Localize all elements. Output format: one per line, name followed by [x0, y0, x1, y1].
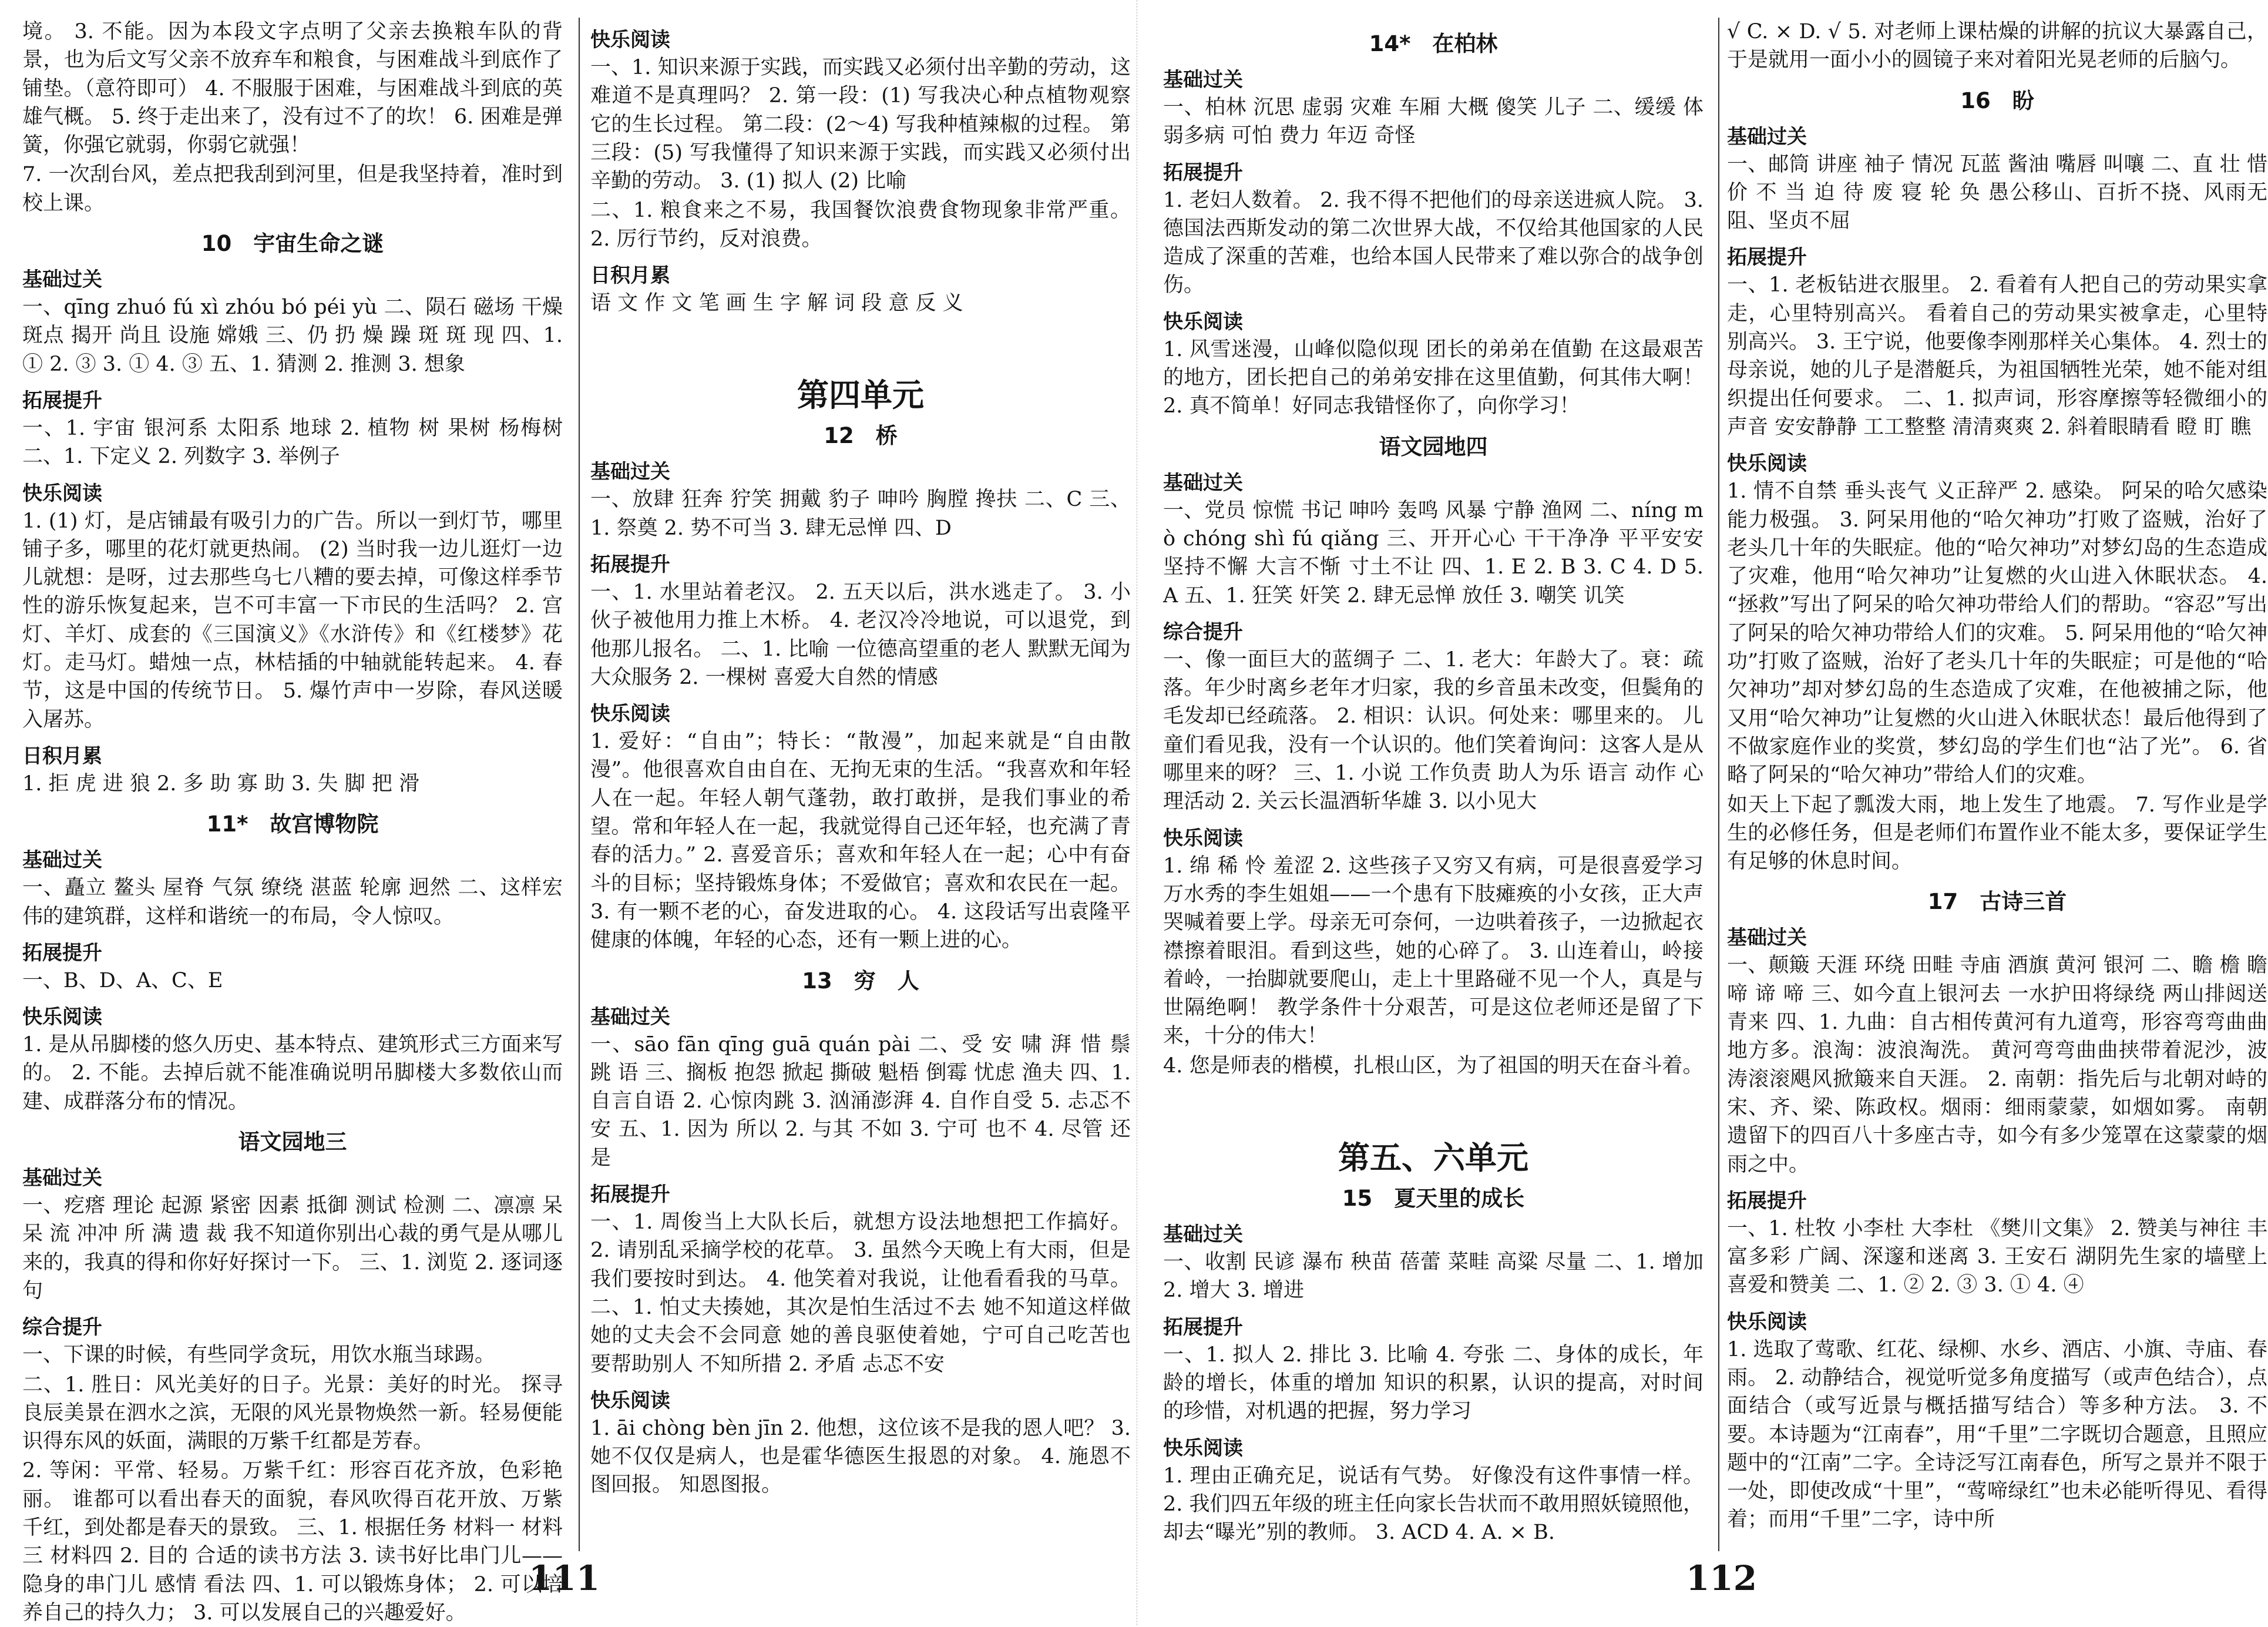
answer-paragraph: 1. (1) 灯，是店铺最有吸引力的广告。所以一到灯节，哪里铺子多，哪里的花灯就更热闹。 (2) 当时我一边儿逛灯一边儿就想：是呀，过去那些乌七八糟的要去掉，可像这样季节性的游乐恢复起来，岂不可丰富一下市民的生活吗？ 2. 宫灯、羊灯、成套的《三国演义》《水浒传》和《红楼梦》花灯。走马灯。蜡烛一点，林桔插的中轴就能转起来。 4. 春节，这是中国的传统节日。 5. 爆竹声中一岁除，春风送暖入屠苏。 — [22, 509, 563, 732]
section-label: 拓展提升 — [1727, 246, 1807, 270]
section-label: 快乐阅读 — [590, 702, 670, 726]
section-label: 基础过关 — [22, 1166, 102, 1190]
answer-paragraph: 1. 拒 虎 进 狼 2. 多 助 寡 助 3. 失 脚 把 滑 — [22, 771, 419, 796]
answer-paragraph: 4. 您是师表的楷模，扎根山区，为了祖国的明天在奋斗着。 — [1163, 1054, 1703, 1078]
answer-paragraph: 一、sāo fān qīng guā quán pài 二、受 安 啸 湃 惜 鬃 跳 语 三、搁板 抱怨 掀起 撕破 魁梧 倒霉 忧虑 渔夫 四、1. 自言自语 2. 心惊肉跳 3. 汹涌澎湃 4. 自作自受 5. 忐忑不安 五、1. 因为 所以 2. 与其 不如 3. 宁可 也不 4. 尽管 还是 — [590, 1032, 1131, 1170]
answer-paragraph: 二、1. 胜日：风光美好的日子。光景：美好的时光。 探寻良辰美景在泗水之滨，无限的风光景物焕然一新。轻易便能识得东风的妖面，满眼的万紫千红都是芳春。 — [22, 1373, 563, 1454]
answer-paragraph: 一、1. 周俊当上大队长后，就想方设法地想把工作搞好。 2. 请别乱采摘学校的花草。 3. 虽然今天晚上有大雨，但是我们要按时到达。 4. 他笑着对我说，让他看看我的马草。 二、1. 怕丈夫揍她，其次是怕生活过不去 她不知道这样做她的丈夫会不会同意 她的善良驱使着她，宁可自己吃苦也要帮助别人 不知所措 2. 矛盾 忐忑不安 — [590, 1210, 1131, 1376]
lesson-title: 语文园地三 — [238, 1129, 347, 1155]
section-label: 拓展提升 — [1727, 1189, 1807, 1213]
answer-column-3 — [1163, 18, 1703, 1563]
section-label: 快乐阅读 — [1727, 1310, 1807, 1334]
lesson-title: 11* 故宫博物院 — [206, 811, 379, 837]
answer-paragraph: 1. 老妇人数着。 2. 我不得不把他们的母亲送进疯人院。 3. 德国法西斯发动的第二次世界大战，不仅给其他国家的人民造成了深重的苦难，也给本国人民带来了难以弥合的战争创伤。 — [1163, 188, 1703, 297]
answer-column-2 — [590, 18, 1131, 1563]
section-label: 拓展提升 — [22, 388, 102, 412]
section-label: 拓展提升 — [1163, 160, 1243, 184]
section-label: 拓展提升 — [22, 941, 102, 965]
section-label: 快乐阅读 — [1163, 310, 1243, 334]
section-label: 日积月累 — [22, 744, 102, 768]
answer-paragraph: 7. 一次刮台风，差点把我刮到河里，但是我坚持着，准时到校上课。 — [22, 163, 563, 215]
answer-paragraph: 一、1. 宇宙 银河系 太阳系 地球 2. 植物 树 果树 杨梅树 二、1. 下定义 2. 列数字 3. 举例子 — [22, 416, 563, 469]
answer-paragraph: 一、1. 水里站着老汉。 2. 五天以后，洪水逃走了。 3. 小伙子被他用力推上木桥。 4. 老汉冷冷地说，可以退党，到他那儿报名。 二、1. 比喻 一位德高望重的老人 默默无闻为大众服务 2. 一棵树 喜爱大自然的情感 — [590, 580, 1131, 689]
section-label: 快乐阅读 — [1727, 452, 1807, 476]
answer-paragraph: 一、放肆 狂奔 狞笑 拥戴 豹子 呻吟 胸膛 搀扶 二、C 三、1. 祭奠 2. 势不可当 3. 肆无忌惮 四、D — [590, 488, 1131, 540]
lesson-title: 12 桥 — [824, 423, 898, 449]
page-number-right: 112 — [1686, 1558, 1758, 1598]
answer-paragraph: 1. 风雪迷漫，山峰似隐似现 团长的弟弟在值勤 在这最艰苦的地方，团长把自己的弟弟安排在这里值勤，何其伟大啊！ 2. 真不简单！好同志我错怪你了，向你学习！ — [1163, 337, 1703, 418]
answer-paragraph: 一、1. 知识来源于实践，而实践又必须付出辛勤的劳动，这难道不是真理吗？ 2. 第一段：(1) 写我决心种点植物观察它的生长过程。 第二段：(2～4) 写我种植辣椒的过程。 第三段：(5) 写我懂得了知识来源于实践，而实践又必须付出辛勤的劳动。 3. (1) 拟人 (2) 比喻 — [590, 56, 1131, 193]
unit-heading: 第五、六单元 — [1338, 1139, 1528, 1177]
answer-paragraph: 语 文 作 文 笔 画 生 字 解 词 段 意 反 义 — [590, 291, 963, 316]
answer-column-4 — [1727, 18, 2267, 1563]
lesson-title: 17 古诗三首 — [1927, 889, 2067, 915]
section-label: 拓展提升 — [590, 1183, 670, 1207]
answer-paragraph: 境。 3. 不能。因为本段文字点明了父亲去换粮车队的背景，也为后文写父亲不放弃车和粮食，与困难战斗到底作了铺垫。（意符即可） 4. 不服服于困难，与困难战斗到底的英雄气概。 5. 终于走出来了，没有过不了的坎！ 6. 困难是弹簧，你强它就弱，你弱它就强！ — [22, 20, 563, 157]
answer-paragraph: 一、像一面巨大的蓝绸子 二、1. 老大：年龄大了。衰：疏落。年少时离乡老年才归家，我的乡音虽未改变，但鬓角的毛发却已经疏落。 2. 相识：认识。何处来：哪里来的。 儿童们看见我，没有一个认识的。他们笑着询问：这客人是从哪里来的呀？ 三、1. 小说 工作负责 助人为乐 语言 动作 心理活动 2. 关云长温酒斩华雄 3. 以小见大 — [1163, 648, 1703, 814]
answer-paragraph: 1. 情不自禁 垂头丧气 义正辞严 2. 感染。 阿呆的哈欠感染能力极强。 3. 阿呆用他的“哈欠神功”打败了盗贼，治好了老头几十年的失眠症。他的“哈欠神功”对梦幻岛的生态造成了灾难，他用“哈欠神功”让复燃的火山进入休眠状态。 4. “拯救”写出了阿呆的哈欠神功带给人们的帮助。“容忍”写出了阿呆的哈欠神功带给人们的灾难。 5. 阿呆用他的“哈欠神功”打败了盗贼，治好了老头几十年的失眠症；可是他的“哈欠神功”却对梦幻岛的生态造成了灾难，在他被捕之际，他又用“哈欠神功”让复燃的火山进入休眠状态！最后他得到了不做家庭作业的奖赏，梦幻岛的学生们也“沾了光”。 6. 省略了阿呆的“哈欠神功”带给人们的灾难。 — [1727, 479, 2267, 787]
section-label: 快乐阅读 — [22, 1005, 102, 1029]
section-label: 快乐阅读 — [1163, 1436, 1243, 1460]
section-label: 基础过关 — [590, 460, 670, 484]
answer-paragraph: 一、颠簸 天涯 环绕 田畦 寺庙 酒旗 黄河 银河 二、瞻 檐 瞻 啼 谛 啼 三、如今直上银河去 一水护田将绿绕 两山排闼送青来 四、1. 九曲：自古相传黄河有九道弯，形容弯弯曲曲地方多。浪淘：波浪淘洗。 黄河弯弯曲曲挟带着泥沙，波涛滚滚飓风掀簸来自天涯。 2. 南朝：指先后与北朝对峙的宋、齐、梁、陈政权。烟雨：细雨蒙蒙，如烟如雾。 南朝遗留下的四百八十多座古寺，如今有多少笼罩在这蒙蒙的烟雨之中。 — [1727, 954, 2267, 1176]
answer-paragraph: 1. 是从吊脚楼的悠久历史、基本特点、建筑形式三方面来写的。 2. 不能。去掉后就不能准确说明吊脚楼大多数依山而建、成群落分布的情况。 — [22, 1033, 563, 1113]
section-label: 综合提升 — [22, 1316, 102, 1340]
answer-paragraph: 一、矗立 鳌头 屋脊 气氛 缭绕 湛蓝 轮廓 迥然 二、这样宏伟的建筑群，这样和谐统一的布局，令人惊叹。 — [22, 876, 563, 928]
answer-paragraph: 一、1. 老板钻进衣服里。 2. 看着有人把自己的劳动果实拿走，心里特别高兴。 看着自己的劳动果实被拿走，心里特别高兴。 3. 王宁说，他要像李刚那样关心集体。 4. 烈士的母亲说，她的儿子是潜艇兵，为祖国牺牲光荣，她不能对组织提出任何要求。 二、1. 拟声词，形容摩擦等轻微细小的声音 安安静静 工工整整 清清爽爽 2. 斜着眼睛看 瞪 盯 瞧 — [1727, 273, 2267, 439]
answer-paragraph: 如天上下起了瓢泼大雨，地上发生了地震。 7. 写作业是学生的必修任务，但是老师们布置作业不能太多，要保证学生有足够的休息时间。 — [1727, 793, 2267, 874]
answer-column-1 — [22, 18, 563, 1625]
section-label: 拓展提升 — [590, 552, 670, 576]
answer-paragraph: 一、党员 惊慌 书记 呻吟 轰鸣 风暴 宁静 渔网 二、níng mò chóng shì fú qiǎng 三、开开心心 干干净净 平平安安 坚持不懈 大言不惭 寸土不让 四、1. E 2. B 3. C 4. D 5. A 五、1. 狂笑 奸笑 2. 肆无忌惮 放任 3. 嘲笑 讥笑 — [1163, 498, 1703, 608]
lesson-title: 14* 在柏林 — [1369, 31, 1498, 56]
lesson-title: 13 穷 人 — [802, 968, 919, 994]
column-divider — [1718, 18, 1719, 1551]
section-label: 基础过关 — [1727, 926, 1807, 950]
section-label: 日积月累 — [590, 264, 670, 288]
section-label: 综合提升 — [1163, 620, 1243, 644]
section-label: 基础过关 — [22, 848, 102, 873]
answer-paragraph: 一、1. 拟人 2. 排比 3. 比喻 4. 夸张 二、身体的成长，年龄的增长，体重的增加 知识的积累，认识的提高，对时间的珍惜，对机遇的把握，努力学习 — [1163, 1343, 1703, 1424]
section-label: 基础过关 — [1727, 125, 1807, 149]
section-label: 快乐阅读 — [590, 1388, 670, 1413]
answer-paragraph: 一、邮筒 讲座 袖子 情况 瓦蓝 酱油 嘴唇 叫嚷 二、直 壮 惜 价 不 当 迫 待 废 寝 轮 奂 愚公移山、百折不挠、风雨无阻、坚贞不屈 — [1727, 152, 2267, 233]
answer-paragraph: 一、B、D、A、C、E — [22, 968, 223, 992]
section-label: 基础过关 — [1163, 1223, 1243, 1247]
section-label: 拓展提升 — [1163, 1315, 1243, 1339]
answer-paragraph: 1. 理由正确充足，说话有气势。 好像没有这件事情一样。 2. 我们四五年级的班主任向家长告状而不敢用照妖镜照他，却去“曝光”别的教师。 3. ACD 4. A. × B. — [1163, 1464, 1703, 1545]
answer-paragraph: 一、qīng zhuó fú xì zhóu bó péi yù 二、陨石 磁场 干燥 斑点 揭开 尚且 设施 嫦娥 三、仍 扔 燥 躁 斑 斑 现 四、1. ① 2. ③ 3. ① 4. ③ 五、1. 猜测 2. 推测 3. 想象 — [22, 296, 563, 376]
section-label: 基础过关 — [1163, 471, 1243, 495]
answer-paragraph: 二、1. 粮食来之不易，我国餐饮浪费食物现象非常严重。 2. 厉行节约，反对浪费。 — [590, 199, 1131, 251]
section-label: 快乐阅读 — [590, 28, 670, 52]
answer-paragraph: 1. 爱好：“自由”；特长：“散漫”，加起来就是“自由散漫”。他很喜欢自由自在、无拘无束的生活。“我喜欢和年轻人在一起。年轻人朝气蓬勃，敢打敢拼，是我们事业的希望。常和年轻人在一起，我就觉得自己还年轻，也充满了青春的活力。” 2. 喜爱音乐；喜欢和年轻人在一起；心中有奋斗的目标；坚持锻炼身体；不爱做官；喜欢和农民在一起。 3. 有一颗不老的心，奋发进取的心。 4. 这段话写出袁隆平健康的体魄，年轻的心态，还有一颗上进的心。 — [590, 730, 1131, 952]
lesson-title: 10 宇宙生命之谜 — [201, 231, 384, 257]
section-label: 快乐阅读 — [22, 481, 102, 505]
lesson-title: 16 盼 — [1960, 88, 2034, 113]
page-number-left: 111 — [529, 1558, 600, 1598]
section-label: 基础过关 — [590, 1005, 670, 1029]
section-label: 快乐阅读 — [1163, 826, 1243, 850]
answer-paragraph: 一、疙瘩 理论 起源 紧密 因素 抵御 测试 检测 二、凛凛 呆 呆 流 冲冲 所 满 遗 裁 我不知道你别出心裁的勇气是从哪儿来的，我真的得和你好好探讨一下。 三、1. 浏览 2. 逐词逐句 — [22, 1194, 563, 1303]
answer-paragraph: 1. 选取了莺歌、红花、绿柳、水乡、酒店、小旗、寺庙、春雨。 2. 动静结合，视觉听觉多角度描写（或声色结合），点面结合（或写近景与概括描写结合）等多种方法。 3. 不要。本诗题为“江南春”，用“千里”二字既切合题意，且照应题中的“江南”二字。全诗泛写江南春色，所写之景并不限于一处，即使改成“十里”，“莺啼绿红”也未必能听得见、看得着；而用“千里”二字，诗中所 — [1727, 1337, 2267, 1532]
lesson-title: 15 夏天里的成长 — [1342, 1186, 1525, 1212]
section-label: 基础过关 — [22, 268, 102, 292]
answer-paragraph: 一、下课的时候，有些同学贪玩，用饮水瓶当球踢。 — [22, 1343, 496, 1367]
answer-paragraph: 一、收割 民谚 瀑布 秧苗 蓓蕾 菜畦 高粱 尽量 二、1. 增加 2. 增大 3. 增进 — [1163, 1250, 1703, 1303]
answer-paragraph: √ C. × D. √ 5. 对老师上课枯燥的讲解的抗议大暴露自己，于是就用一面小小的圆镜子来对着阳光晃老师的后脑勺。 — [1727, 20, 2267, 72]
lesson-title: 语文园地四 — [1379, 434, 1488, 459]
answer-paragraph: 2. 等闲：平常、轻易。万紫千红：形容百花齐放，色彩艳丽。 谁都可以看出春天的面貌，春风吹得百花开放、万紫千红，到处都是春天的景致。 三、1. 根据任务 材料一 材料三 材料四 2. 目的 合适的读书方法 3. 读书好比串门儿——隐身的串门儿 感情 看法 四、1. 可以锻炼身体； 2. 可以培养自己的持久力； 3. 可以发展自己的兴趣爱好。 — [22, 1459, 563, 1625]
answer-paragraph: 一、柏林 沉思 虚弱 灾难 车厢 大概 傻笑 儿子 二、缓缓 体弱多病 可怕 费力 年迈 奇怪 — [1163, 96, 1703, 148]
answer-paragraph: 1. 绵 稀 怜 羞涩 2. 这些孩子又穷又有病，可是很喜爱学习 万水秀的李生姐姐——一个患有下肢瘫痪的小女孩，正大声哭喊着要上学。母亲无可奈何，一边哄着孩子，一边掀起衣襟擦着眼泪。看到这些，她的心碎了。 3. 山连着山，岭接着岭，一抬脚就要爬山，走上十里路碰不见一个人，真是与世隔绝啊！ 教学条件十分艰苦，可是这位老师还是留了下来，十分的伟大！ — [1163, 854, 1703, 1048]
answer-paragraph: 1. āi chòng bèn jīn 2. 他想，这位该不是我的恩人吧？ 3. 她不仅仅是病人，也是霍华德医生报恩的对象。 4. 施恩不图回报。 知恩图报。 — [590, 1416, 1131, 1497]
answer-paragraph: 一、1. 杜牧 小李杜 大李杜 《樊川文集》 2. 赞美与神往 丰富多彩 广阔、深邃和迷离 3. 王安石 湖阴先生家的墙壁上 喜爱和赞美 二、1. ② 2. ③ 3. ① 4. ④ — [1727, 1216, 2267, 1297]
column-divider — [579, 18, 580, 1551]
section-label: 基础过关 — [1163, 68, 1243, 92]
unit-heading: 第四单元 — [797, 377, 924, 414]
